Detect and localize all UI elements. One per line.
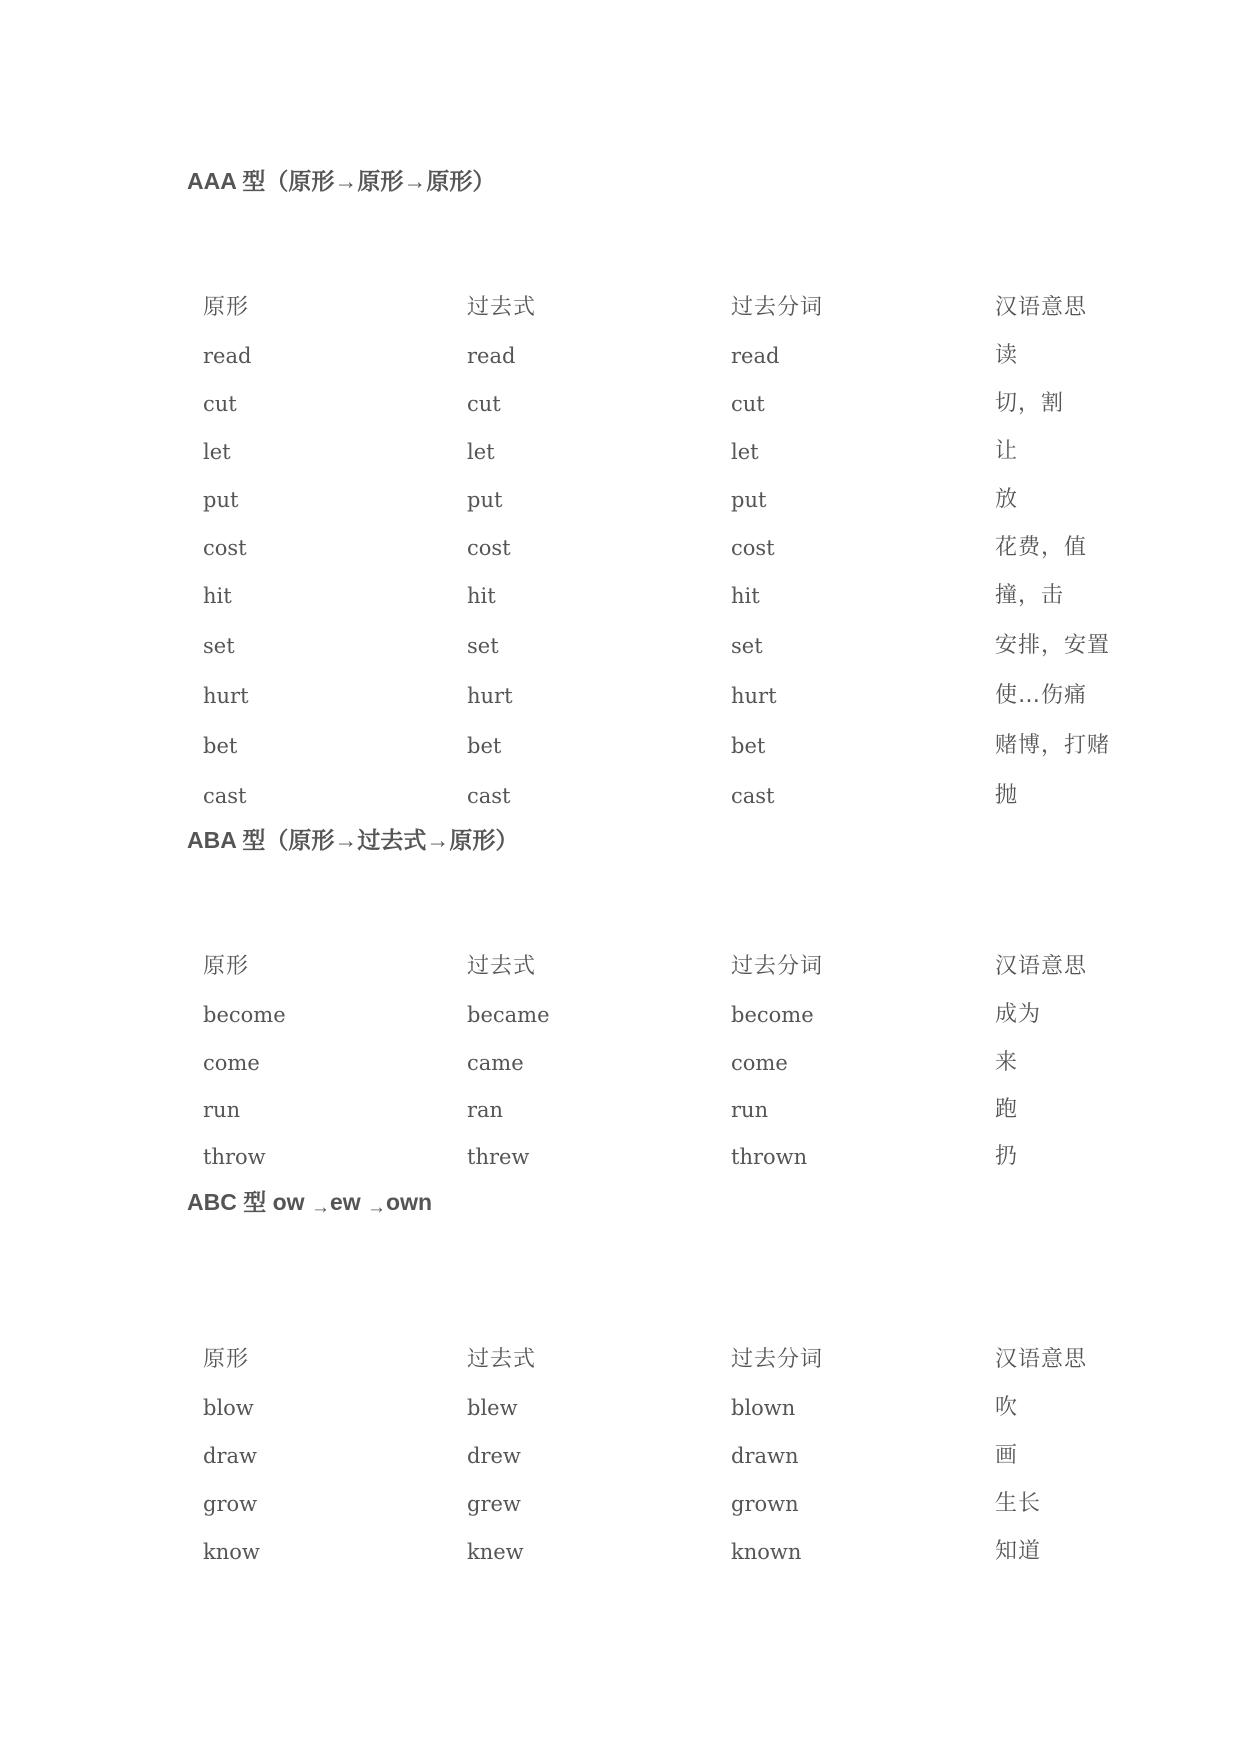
meaning-cell: 来 xyxy=(995,1050,1019,1075)
section-title-abc xyxy=(187,1184,432,1217)
past-participle-cell: cast xyxy=(731,784,775,808)
meaning-cell: 使…伤痛 xyxy=(995,683,1088,708)
header-chinese-meaning: 汉语意思 xyxy=(995,1347,1088,1372)
base-form-cell: cast xyxy=(203,784,247,808)
meaning-cell: 赌博，打赌 xyxy=(995,733,1111,758)
header-past-participle: 过去分词 xyxy=(731,295,824,320)
past-tense-cell: hurt xyxy=(467,684,513,708)
header-base-form: 原形 xyxy=(203,1347,250,1372)
header-base-form: 原形 xyxy=(203,954,250,979)
header-past-tense: 过去式 xyxy=(467,954,537,979)
base-form-cell: cut xyxy=(203,392,237,416)
past-tense-cell: hit xyxy=(467,584,496,608)
base-form-cell: put xyxy=(203,488,239,512)
past-tense-cell: came xyxy=(467,1051,524,1075)
base-form-cell: let xyxy=(203,440,231,464)
section-title-abc-mid: ew xyxy=(329,1189,368,1215)
meaning-cell: 成为 xyxy=(995,1002,1042,1027)
base-form-cell: cost xyxy=(203,536,247,560)
meaning-cell: 抛 xyxy=(995,783,1019,808)
past-tense-cell: put xyxy=(467,488,503,512)
past-tense-cell: blew xyxy=(467,1396,518,1420)
base-form-cell: become xyxy=(203,1003,286,1027)
meaning-cell: 知道 xyxy=(995,1539,1042,1564)
meaning-cell: 扔 xyxy=(995,1144,1019,1169)
meaning-cell: 画 xyxy=(995,1443,1019,1468)
header-chinese-meaning: 汉语意思 xyxy=(995,954,1088,979)
section-title-aba: ABA 型（原形→过去式→原形） xyxy=(187,827,519,853)
base-form-cell: throw xyxy=(203,1145,266,1169)
base-form-cell: know xyxy=(203,1540,260,1564)
meaning-cell: 花费，值 xyxy=(995,535,1088,560)
past-tense-cell: became xyxy=(467,1003,550,1027)
base-form-cell: draw xyxy=(203,1444,257,1468)
base-form-cell: set xyxy=(203,634,235,658)
meaning-cell: 生长 xyxy=(995,1491,1042,1516)
section-title-abc-prefix: ABC 型 ow xyxy=(187,1189,311,1215)
base-form-cell: come xyxy=(203,1051,260,1075)
past-participle-cell: cost xyxy=(731,536,775,560)
meaning-cell: 安排，安置 xyxy=(995,633,1111,658)
past-participle-cell: let xyxy=(731,440,759,464)
past-participle-cell: become xyxy=(731,1003,814,1027)
arrow-icon: → xyxy=(367,1197,387,1218)
header-base-form: 原形 xyxy=(203,295,250,320)
past-participle-cell: hurt xyxy=(731,684,777,708)
past-participle-cell: thrown xyxy=(731,1145,808,1169)
meaning-cell: 切，割 xyxy=(995,391,1065,416)
meaning-cell: 读 xyxy=(995,343,1019,368)
past-tense-cell: bet xyxy=(467,734,502,758)
header-past-participle: 过去分词 xyxy=(731,954,824,979)
past-participle-cell: blown xyxy=(731,1396,796,1420)
past-tense-cell: drew xyxy=(467,1444,521,1468)
past-participle-cell: grown xyxy=(731,1492,799,1516)
meaning-cell: 放 xyxy=(995,487,1019,512)
section-title-aaa: AAA 型（原形→原形→原形） xyxy=(187,168,496,194)
arrow-icon: → xyxy=(310,1197,330,1218)
base-form-cell: run xyxy=(203,1098,241,1122)
header-past-participle: 过去分词 xyxy=(731,1347,824,1372)
past-participle-cell: known xyxy=(731,1540,802,1564)
past-participle-cell: hit xyxy=(731,584,760,608)
past-tense-cell: grew xyxy=(467,1492,521,1516)
past-tense-cell: set xyxy=(467,634,499,658)
base-form-cell: hurt xyxy=(203,684,249,708)
past-tense-cell: cost xyxy=(467,536,511,560)
base-form-cell: read xyxy=(203,344,252,368)
past-participle-cell: bet xyxy=(731,734,766,758)
past-participle-cell: set xyxy=(731,634,763,658)
past-tense-cell: let xyxy=(467,440,495,464)
past-tense-cell: read xyxy=(467,344,516,368)
section-title-abc-suffix: own xyxy=(386,1189,433,1215)
past-tense-cell: threw xyxy=(467,1145,530,1169)
past-tense-cell: knew xyxy=(467,1540,524,1564)
base-form-cell: hit xyxy=(203,584,232,608)
meaning-cell: 撞，击 xyxy=(995,583,1065,608)
base-form-cell: bet xyxy=(203,734,238,758)
meaning-cell: 让 xyxy=(995,439,1019,464)
meaning-cell: 跑 xyxy=(995,1097,1019,1122)
past-participle-cell: come xyxy=(731,1051,788,1075)
past-participle-cell: drawn xyxy=(731,1444,799,1468)
meaning-cell: 吹 xyxy=(995,1395,1019,1420)
base-form-cell: grow xyxy=(203,1492,258,1516)
past-participle-cell: put xyxy=(731,488,767,512)
base-form-cell: blow xyxy=(203,1396,254,1420)
past-participle-cell: cut xyxy=(731,392,765,416)
past-participle-cell: read xyxy=(731,344,780,368)
past-tense-cell: cut xyxy=(467,392,501,416)
header-past-tense: 过去式 xyxy=(467,295,537,320)
header-past-tense: 过去式 xyxy=(467,1347,537,1372)
past-participle-cell: run xyxy=(731,1098,769,1122)
header-chinese-meaning: 汉语意思 xyxy=(995,295,1088,320)
past-tense-cell: ran xyxy=(467,1098,504,1122)
past-tense-cell: cast xyxy=(467,784,511,808)
